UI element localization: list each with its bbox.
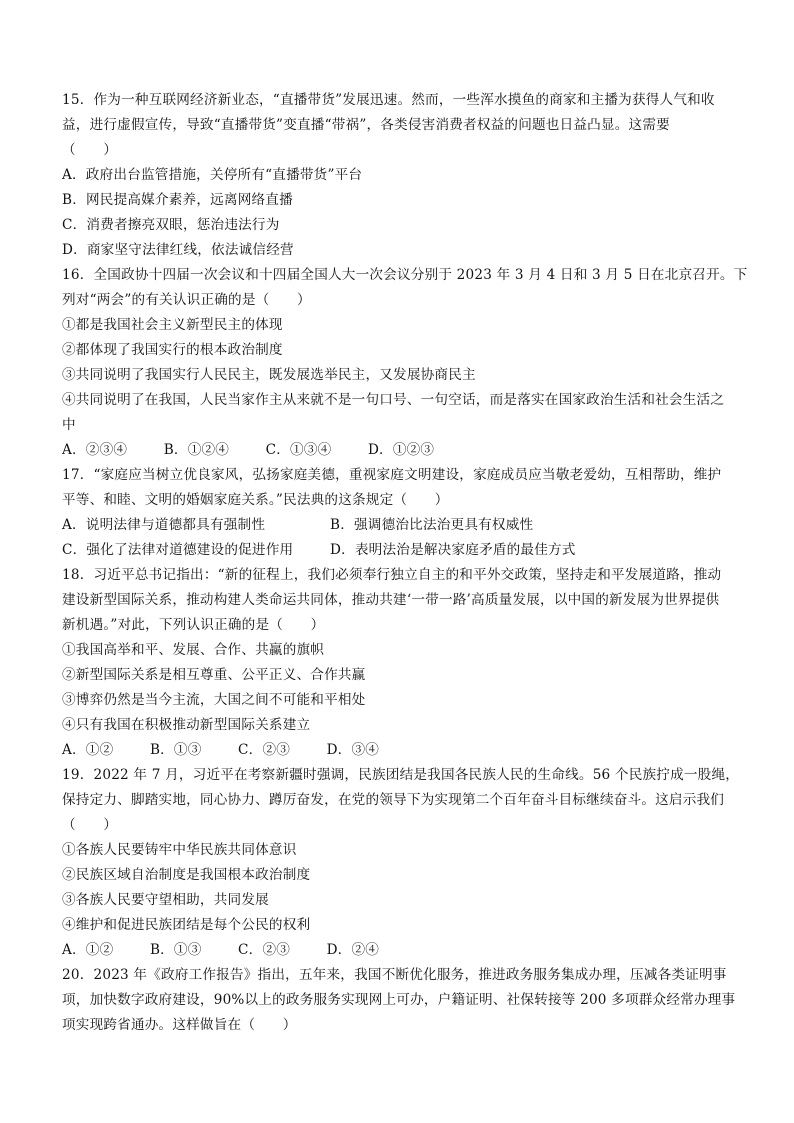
question-18: [62, 563, 738, 763]
option-d: D．①②③: [367, 442, 435, 458]
option-a: A．政府出台监管措施，关停所有“直播带货”平台: [62, 167, 363, 183]
statement-3: ③博弈仍然是当今主流，大国之间不可能和平相处: [62, 692, 366, 708]
option-b: B．网民提高媒介素养，远离网络直播: [62, 192, 293, 208]
question-15: [62, 88, 738, 263]
statement-2: ②民族区域自治制度是我国根本政治制度: [62, 867, 311, 883]
question-stem-line: 建设新型国际关系，推动构建人类命运共同体，推动共建‘一带一路’高质量发展，以中国的新发展为世界提供: [62, 592, 720, 608]
statement-4: ④只有我国在积极推动新型国际关系建立: [62, 717, 311, 733]
option-a: A．说明法律与道德都具有强制性: [62, 517, 266, 533]
question-20: [62, 963, 738, 1038]
option-c: C．①③④: [265, 442, 332, 458]
option-d: D．商家坚守法律红线，依法诚信经营: [62, 242, 294, 258]
options-row: [62, 738, 738, 763]
question-stem-line: 18．习近平总书记指出：“新的征程上，我们必须奉行独立自主的和平外交政策，坚持走和平发展道路，推动: [62, 567, 722, 583]
question-stem-line: 20．2023 年《政府工作报告》指出，五年来，我国不断优化服务，推进政务服务集成办理，压减各类证明事: [62, 967, 727, 983]
question-stem-line: 17．“家庭应当树立优良家风，弘扬家庭美德，重视家庭文明建设，家庭成员应当敬老爱幼，互相帮助，维护: [62, 467, 722, 483]
question-stem-line: 列对“两会”的有关认识正确的是（ ）: [62, 292, 311, 308]
statement-3: ③共同说明了我国实行人民民主，既发展选举民主，又发展协商民主: [62, 367, 476, 383]
option-a: A．②③④: [62, 442, 128, 458]
question-stem-line: 19．2022 年 7 月，习近平在考察新疆时强调，民族团结是我国各民族人民的生命线。56 个民族拧成一股绳，: [62, 767, 740, 783]
option-a: A．①②: [62, 742, 114, 758]
option-b: B．强调德治比法治更具有权威性: [330, 517, 534, 533]
option-d: D．表明法治是解决家庭矛盾的最佳方式: [330, 542, 576, 558]
option-a: A．①②: [62, 942, 114, 958]
option-c: C．②③: [238, 942, 291, 958]
options-row: [62, 513, 738, 538]
question-stem-line: 益，进行虚假宣传，导致“直播带货”变直播“带祸”，各类侵害消费者权益的问题也日益凸显。这需要: [62, 117, 670, 133]
option-c: C．强化了法律对道德建设的促进作用: [62, 542, 294, 558]
option-c: C．②③: [238, 742, 291, 758]
statement-4: ④维护和促进民族团结是每个公民的权利: [62, 917, 311, 933]
statement-1: ①我国高举和平、发展、合作、共赢的旗帜: [62, 642, 325, 658]
statement-3: ③各族人民要守望相助，共同发展: [62, 892, 269, 908]
statement-4-continued: 中: [62, 417, 76, 433]
question-stem-line: 新机遇。”对此，下列认识正确的是（ ）: [62, 617, 325, 633]
question-stem-line: 平等、和睦、文明的婚姻家庭关系。”民法典的这条规定（ ）: [62, 492, 449, 508]
question-17: [62, 463, 738, 563]
question-stem-line: （ ）: [62, 142, 118, 158]
option-d: D．③④: [326, 742, 380, 758]
statement-2: ②新型国际关系是相互尊重、公平正义、合作共赢: [62, 667, 366, 683]
options-row: [62, 538, 738, 563]
statement-4: ④共同说明了在我国，人民当家作主从来就不是一句口号、一句空话，而是落实在国家政治生活和社会生活之: [62, 392, 725, 408]
question-stem-line: 保持定力、脚踏实地，同心协力、蹲厉奋发，在党的领导下为实现第二个百年奋斗目标继续奋斗。这启示我们: [62, 792, 725, 808]
question-stem-line: 16．全国政协十四届一次会议和十四届全国人大一次会议分别于 2023 年 3 月 4 日和 3 月 5 日在北京召开。下: [62, 267, 748, 283]
options-row: [62, 938, 738, 963]
question-16: [62, 263, 748, 463]
question-stem-line: （ ）: [62, 817, 118, 833]
question-stem-line: 15．作为一种互联网经济新业态，“直播带货”发展迅速。然而，一些浑水摸鱼的商家和主播为获得人气和收: [62, 92, 715, 108]
question-list: [62, 88, 748, 1038]
option-b: B．①③: [149, 942, 202, 958]
question-stem-line: 项，加快数字政府建设，90%以上的政务服务实现网上可办，户籍证明、社保转接等 200 多项群众经常办理事: [62, 992, 736, 1008]
statement-2: ②都体现了我国实行的根本政治制度: [62, 342, 283, 358]
option-b: B．①③: [149, 742, 202, 758]
options-row: [62, 438, 738, 463]
option-d: D．②④: [326, 942, 380, 958]
statement-1: ①都是我国社会主义新型民主的体现: [62, 317, 283, 333]
statement-1: ①各族人民要铸牢中华民族共同体意识: [62, 842, 297, 858]
option-c: C．消费者擦亮双眼，惩治违法行为: [62, 217, 280, 233]
question-19: [62, 763, 738, 963]
question-stem-line: 项实现跨省通办。这样做旨在（ ）: [62, 1017, 297, 1033]
option-b: B．①②④: [163, 442, 230, 458]
